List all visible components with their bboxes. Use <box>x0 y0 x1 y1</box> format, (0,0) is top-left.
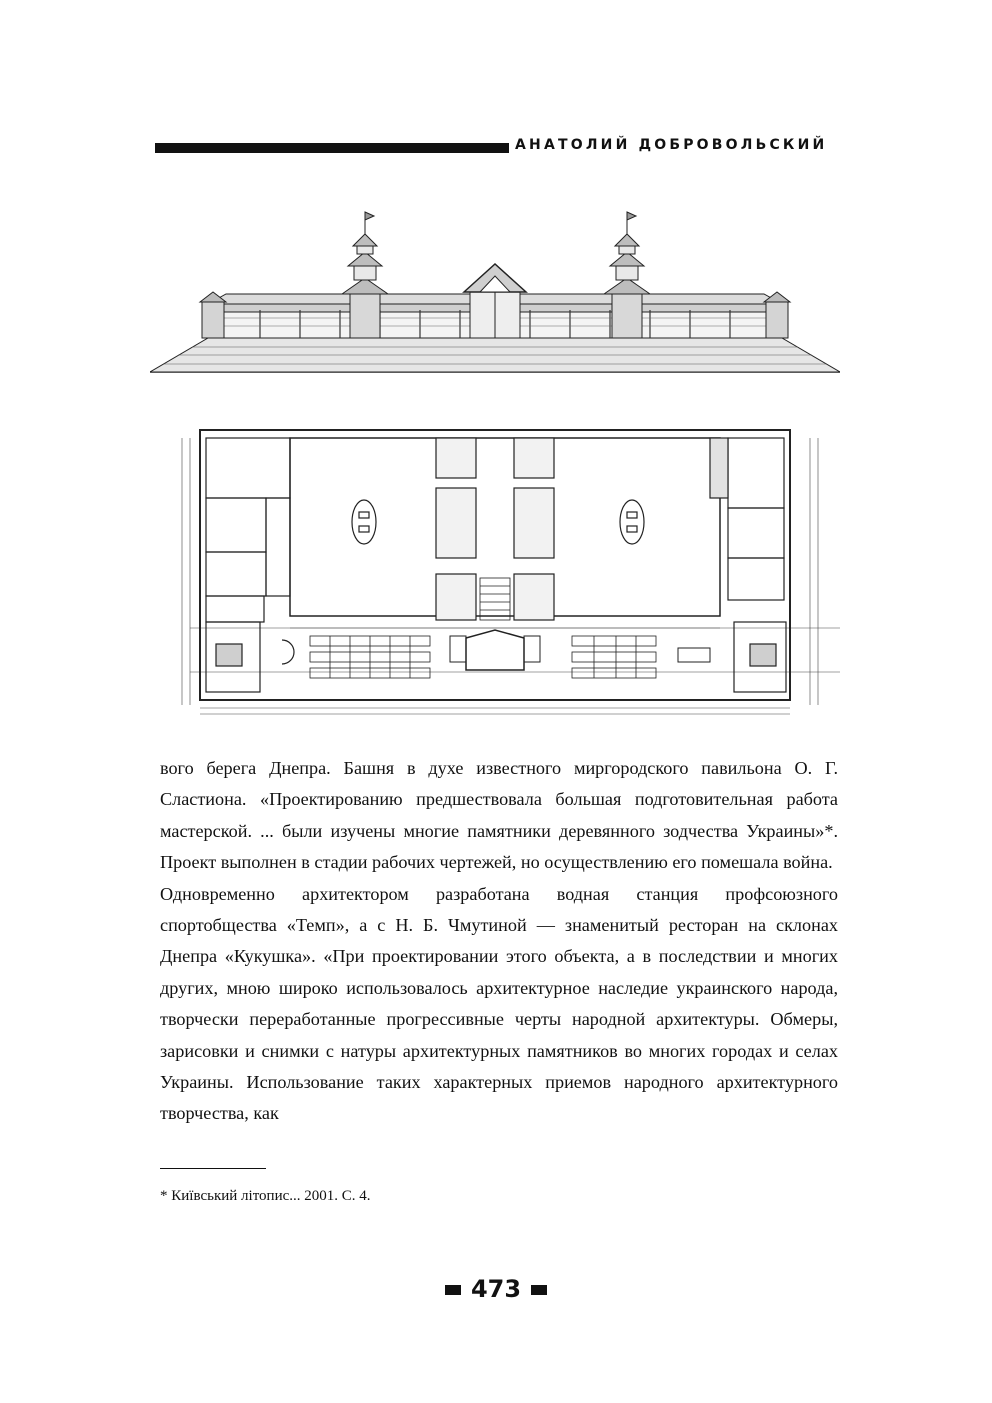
paragraph: Одновременно архитектором разработана водная станция профсоюзного спортобщества «Темп», а с Н. Б. Чмутиной — знаменитый ресторан на склонах Днепра «Кукушка». «При проектировании этого объекта, а в последствии и многих других, мною широко использовалось архитектурное наследие украинского народа, творчески переработанные прогрессивные черты народной архитектуры. Обмеры, зарисовки и снимки с натуры архитектурных памятников во многих городах и селах Украины. Использование таких характерных приемов народного архитектурного творчества, как <box>160 883 838 1124</box>
architectural-drawing <box>150 200 840 720</box>
building-floor-plan <box>182 430 840 714</box>
running-header-author: АНАТОЛИЙ ДОБРОВОЛЬСКИЙ <box>515 137 828 153</box>
page-number: 473 <box>470 1275 522 1303</box>
page-number-square-left <box>445 1285 461 1295</box>
body-text <box>160 753 838 1130</box>
page-number-square-right <box>531 1285 547 1295</box>
header-rule <box>155 143 509 153</box>
page-number-block <box>0 1275 992 1303</box>
footnote: * Київський літопис... 2001. С. 4. <box>160 1188 371 1204</box>
building-facade-elevation <box>150 212 840 372</box>
paragraph: вого берега Днепра. Башня в духе известного миргородского павильона О. Г. Сластиона. «Проектированию предшествовала большая подготовительная работа мастерской. ... были изучены многие памятники деревянного зодчества Украины»*. Проект выполнен в стадии рабочих чертежей, но осуществлению его помешала война. <box>160 758 838 873</box>
footnote-rule <box>160 1168 266 1169</box>
